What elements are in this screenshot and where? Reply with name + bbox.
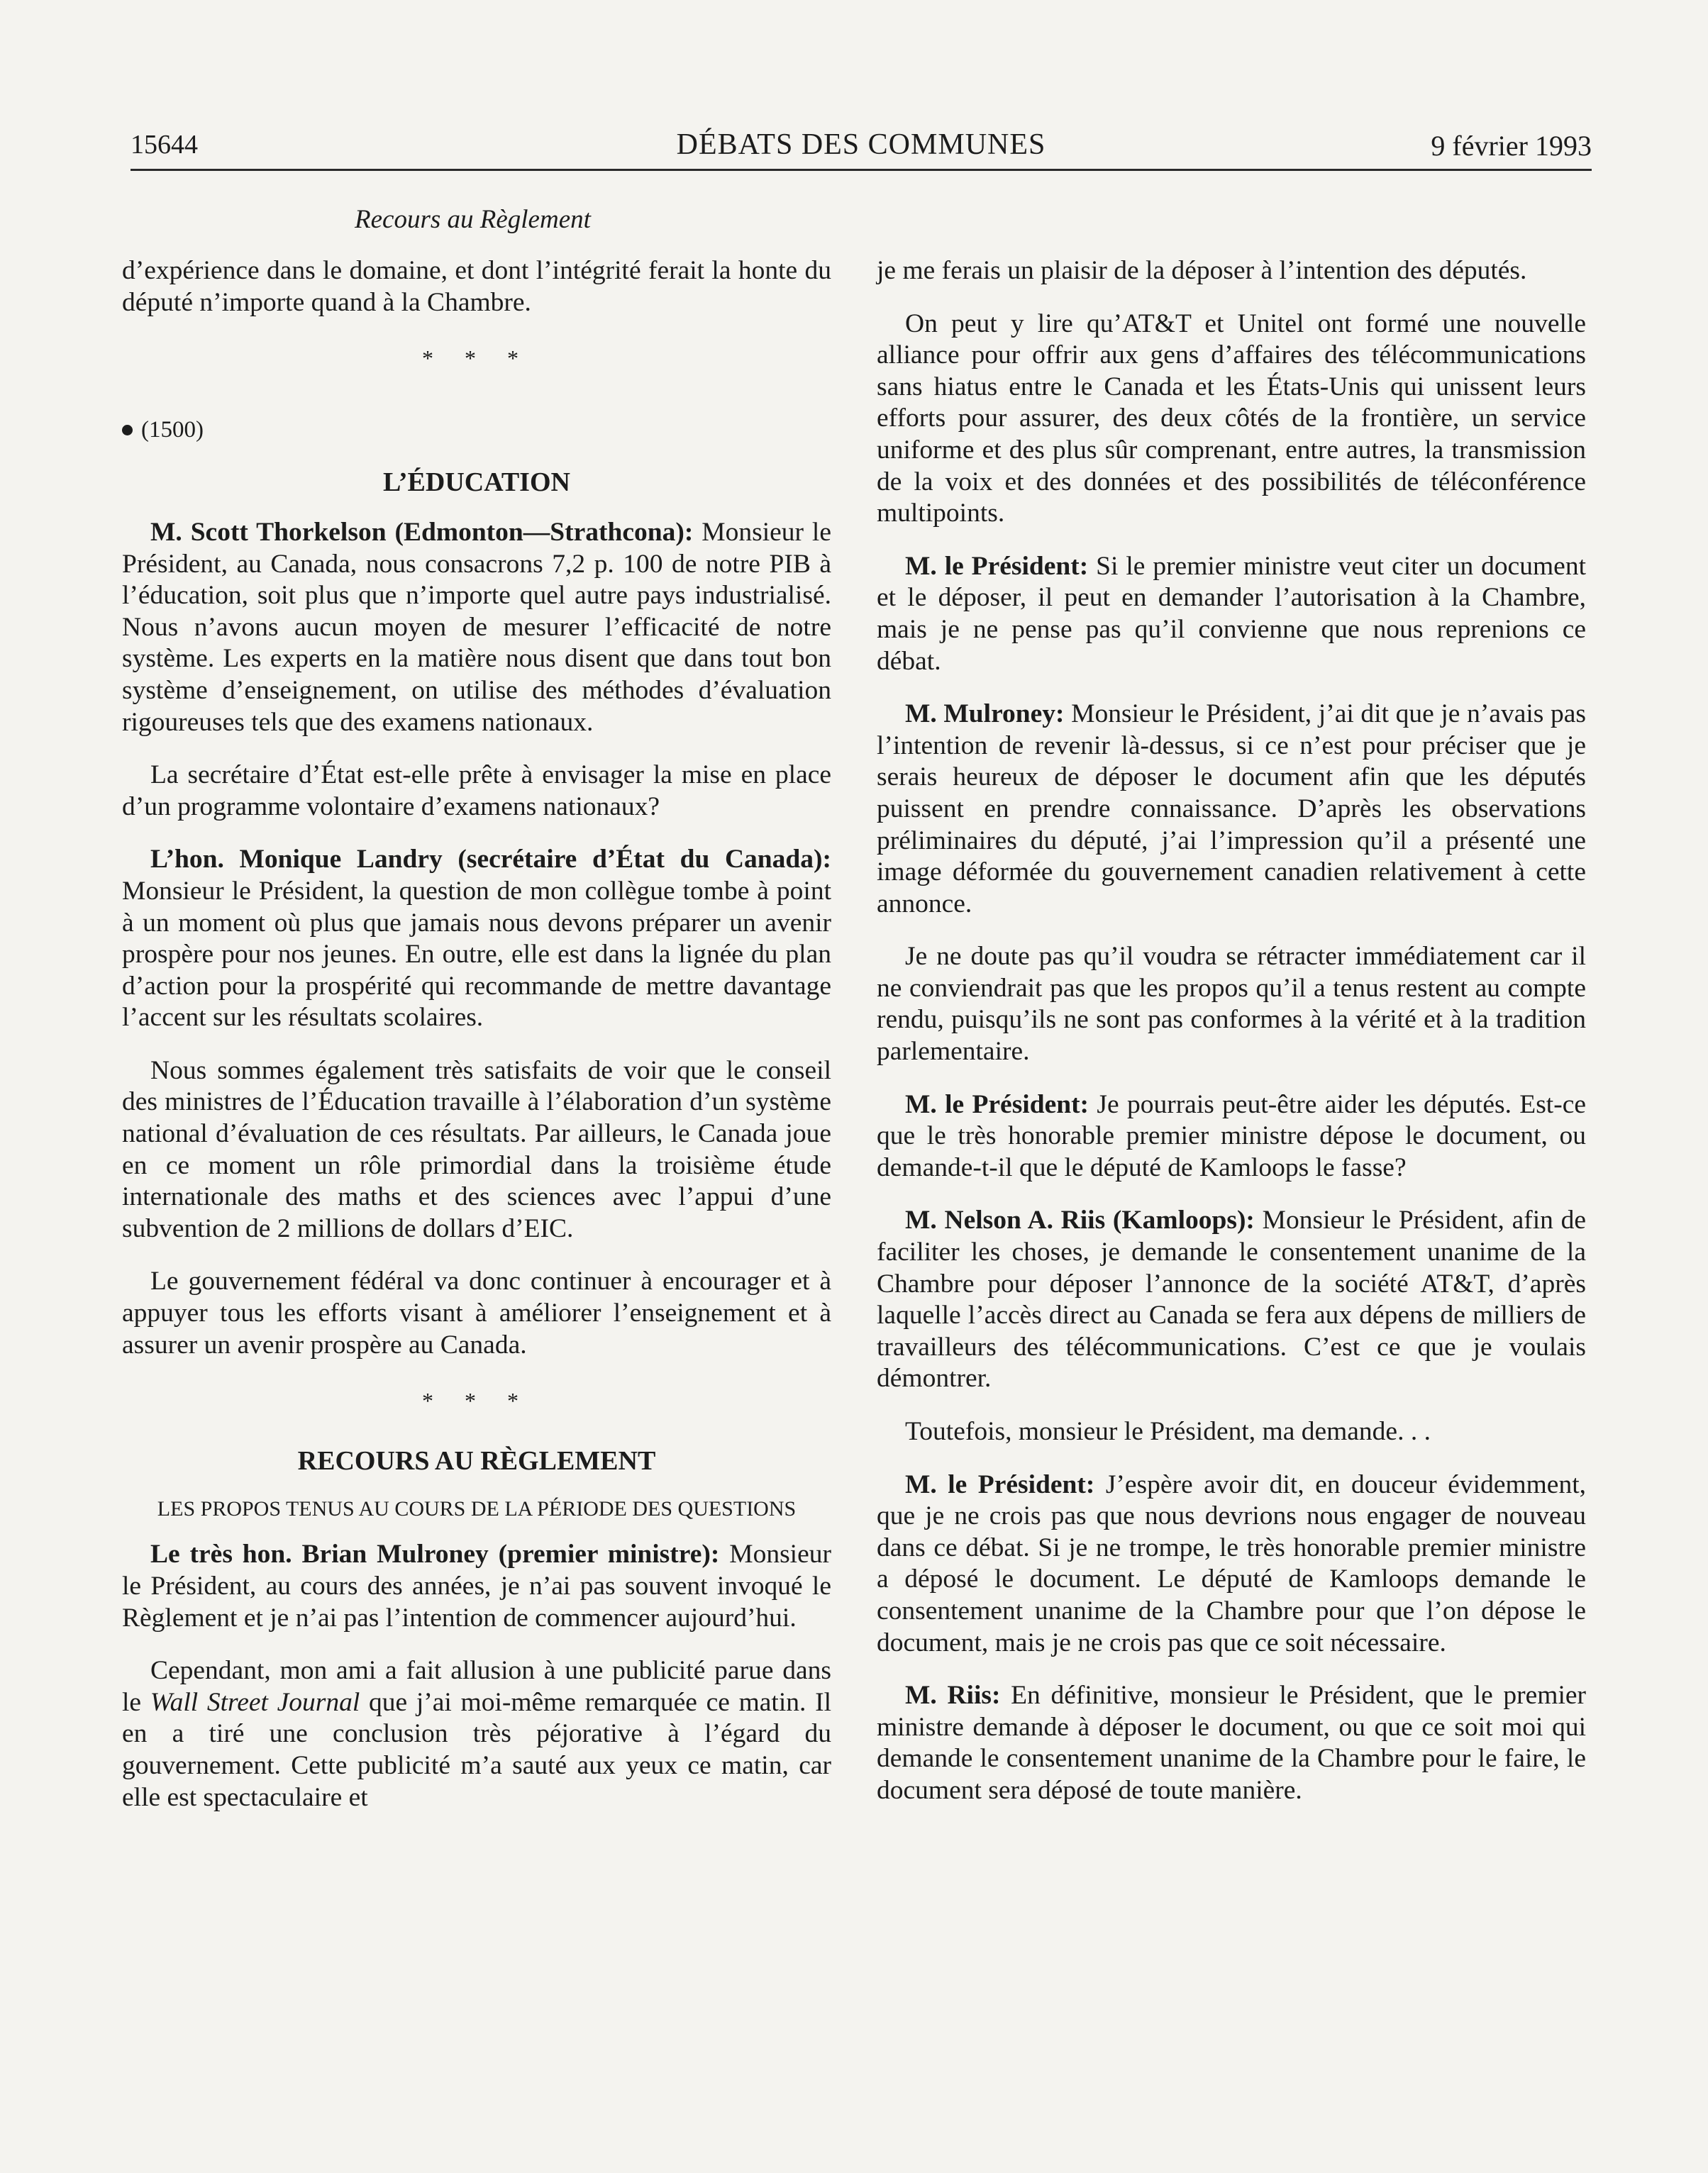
- speaker-name: M. Nelson A. Riis (Kamloops):: [905, 1206, 1255, 1235]
- speech-text: En définitive, monsieur le Président, que le premier ministre demande à déposer le document, ou que ce soit moi qui demande le consentement unanime de la Chambre pour le faire, le document sera déposé de toute manière.: [877, 1681, 1586, 1805]
- speech-paragraph: [877, 1680, 1586, 1806]
- speech-text: Monsieur le Président, au cours des années, je n’ai pas souvent invoqué le Règlement et je n’ai pas l’intention de commencer aujourd’hui.: [122, 1540, 831, 1633]
- speech-text: Si le premier ministre veut citer un document et le déposer, il peut en demander l’autorisation à la Chambre, mais je ne pense pas qu’il convienne que nous reprenions ce débat.: [877, 551, 1586, 676]
- speaker-name: M. le Président:: [905, 1469, 1095, 1499]
- speech-paragraph: Le gouvernement fédéral va donc continuer à encourager et à appuyer tous les efforts visant à améliorer l’enseignement et à assurer un avenir prospère au Canada.: [122, 1267, 831, 1360]
- speech-text: Je pourrais peut-être aider les députés. Est-ce que le très honorable premier ministre dépose le document, ou demande-t-il que le député de Kamloops le fasse?: [877, 1089, 1586, 1182]
- left-column: [122, 255, 831, 1835]
- speech-text: J’espère avoir dit, en douceur évidemment, que je ne crois pas que nous devrions nous engager de nouveau dans ce débat. Si je ne trompe, le très honorable premier ministre a déposé le document. Le député de Kamloops demande le consentement unanime de la Chambre pour que l’on dépose le document, mais je ne crois pas que ce soit nécessaire.: [877, 1469, 1587, 1657]
- speech-paragraph: Toutefois, monsieur le Président, ma demande. . .: [905, 1417, 1431, 1446]
- speech-text: Monsieur le Président, au Canada, nous consacrons 7,2 p. 100 de notre PIB à l’éducation, soit plus que n’importe quel autre pays industrialisé. Nous n’avons aucun moyen de mesurer l’efficacité de notre système. Les experts en la matière nous disent que dans tout bon système d’enseignement, on utilise des méthodes d’évaluation rigoureuses tels que des examens nationaux.: [122, 517, 831, 737]
- section-separator: * * *: [422, 1388, 531, 1414]
- page-header: [131, 125, 1592, 171]
- speech-paragraph: Je ne doute pas qu’il voudra se rétracter immédiatement car il ne conviendrait pas que les propos qu’il a tenus restent au compte rendu, puisqu’ils ne sont pas conformes à la vérité et à la tradition parlementaire.: [877, 942, 1586, 1067]
- timestamp: [122, 414, 831, 446]
- speech-paragraph: [122, 517, 831, 738]
- speech-text: que j’ai moi-même remarquée ce matin. Il en a tiré une conclusion très péjorative à l’égard du gouvernement. Cette publicité m’a sauté aux yeux ce matin, car elle est spectaculaire et: [122, 1687, 831, 1812]
- speaker-name: M. le Président:: [905, 551, 1089, 581]
- page-number: 15644: [131, 130, 198, 160]
- section-heading-recours: RECOURS AU RÈGLEMENT: [297, 1445, 656, 1476]
- speech-paragraph: Nous sommes également très satisfaits de voir que le conseil des ministres de l’Éducation travaille à l’élaboration d’un système national d’évaluation de ces résultats. Par ailleurs, le Canada joue en ce moment un rôle primordial dans la troisième étude internationale des maths et des sciences avec l’appui d’une subvention de 2 millions de dollars d’EIC.: [122, 1055, 831, 1243]
- speaker-name: M. Mulroney:: [905, 699, 1065, 729]
- section-heading-education: L’ÉDUCATION: [383, 467, 570, 498]
- speaker-name: M. Scott Thorkelson (Edmonton—Strathcona):: [150, 517, 694, 547]
- speech-paragraph: [877, 1205, 1586, 1395]
- speech-paragraph: [877, 1089, 1586, 1184]
- speech-text: Monsieur le Président, la question de mon collègue tombe à point à un moment où plus que jamais nous devons préparer un avenir prospère pour nos jeunes. En outre, elle est dans la lignée du plan d’action pour la prospérité qui recommande de mettre davantage l’accent sur les résultats scolaires.: [122, 876, 831, 1033]
- right-column: [877, 255, 1586, 1828]
- running-head: Recours au Règlement: [355, 205, 591, 234]
- speech-text: Cependant, mon ami a fait allusion à une publicité parue dans le: [122, 1656, 831, 1717]
- publication-title: DÉBATS DES COMMUNES: [676, 128, 1046, 161]
- timestamp-text: (1500): [141, 416, 204, 443]
- issue-date: 9 février 1993: [1431, 130, 1592, 162]
- speech-paragraph: [122, 1655, 831, 1813]
- speaker-name: M. le Président:: [905, 1089, 1089, 1119]
- speaker-name: M. Riis:: [905, 1681, 1001, 1711]
- speaker-name: Le très hon. Brian Mulroney (premier ministre):: [150, 1540, 720, 1569]
- speech-paragraph: On peut y lire qu’AT&T et Unitel ont formé une nouvelle alliance pour offrir aux gens d’affaires des télécommunications sans hiatus entre le Canada et les États-Unis qui unissent leurs efforts pour assurer, des deux côtés de la frontière, un service uniforme et des plus sûr comprenant, entre autres, la transmission de la voix et des données et des possibilités de téléconférence multipoints.: [877, 309, 1586, 528]
- speech-text: Monsieur le Président, j’ai dit que je n’avais pas l’intention de revenir là-dessus, si ce n’est pour préciser que je serais heureux de déposer le document afin que les députés puissent en prendre connaissance. D’après les observations préliminaires du député, j’ai l’impression qu’il a présenté une image déformée du gouvernement canadien relativement à cette annonce.: [877, 699, 1586, 918]
- subheading: LES PROPOS TENUS AU COURS DE LA PÉRIODE DES QUESTIONS: [157, 1497, 797, 1521]
- publication-reference: Wall Street Journal: [150, 1687, 360, 1717]
- speech-paragraph: [122, 844, 831, 1034]
- speech-paragraph: [122, 1539, 831, 1634]
- speech-paragraph: [877, 699, 1586, 920]
- speech-paragraph: [877, 1469, 1586, 1660]
- speech-paragraph: La secrétaire d’État est-elle prête à envisager la mise en place d’un programme volontaire d’examens nationaux?: [122, 760, 831, 821]
- continued-paragraph: je me ferais un plaisir de la déposer à l’intention des députés.: [877, 256, 1527, 285]
- speaker-name: L’hon. Monique Landry (secrétaire d’État du Canada):: [150, 845, 831, 874]
- speech-text: Monsieur le Président, afin de faciliter les choses, je demande le consentement unanime de la Chambre pour déposer l’annonce de la société AT&T, d’après laquelle l’accès direct au Canada se fera aux dépens de milliers de travailleurs des télécommunications. C’est ce que je voulais démontrer.: [877, 1206, 1587, 1394]
- speech-paragraph: [877, 551, 1586, 677]
- continued-paragraph: d’expérience dans le domaine, et dont l’intégrité ferait la honte du député n’importe quand à la Chambre.: [122, 256, 831, 317]
- bullet-icon: [122, 425, 133, 435]
- section-separator: * * *: [422, 345, 531, 372]
